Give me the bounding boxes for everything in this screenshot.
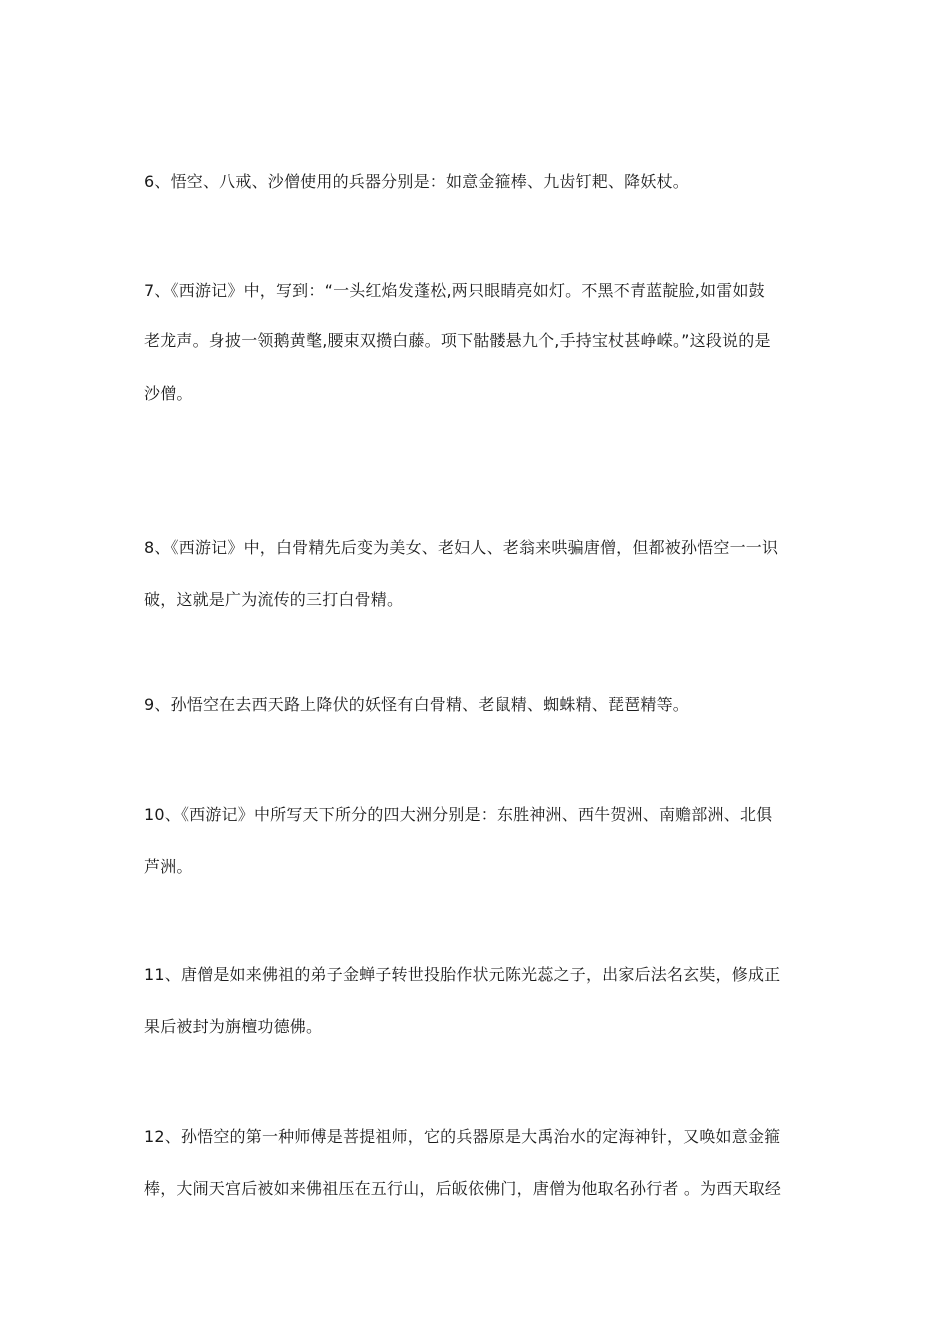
- item-10-line-2: 芦洲。: [144, 857, 193, 876]
- item-7-line-1: 7、《西游记》中，写到：“一头红焰发蓬松,两只眼睛亮如灯。不黑不青蓝靛脸,如雷如鼓: [144, 281, 765, 300]
- item-11-line-2: 果后被封为旃檀功德佛。: [144, 1017, 323, 1036]
- item-6-line-1: 6、悟空、八戒、沙僧使用的兵器分别是：如意金箍棒、九齿钉耙、降妖杖。: [144, 172, 689, 191]
- item-11-line-1: 11、唐僧是如来佛祖的弟子金蝉子转世投胎作状元陈光蕊之子，出家后法名玄奘，修成正: [144, 965, 781, 984]
- item-8-line-1: 8、《西游记》中，白骨精先后变为美女、老妇人、老翁来哄骗唐僧，但都被孙悟空一一识: [144, 538, 779, 557]
- item-12-line-2: 棒，大闹天宫后被如来佛祖压在五行山，后皈依佛门，唐僧为他取名孙行者 。为西天取经: [144, 1179, 782, 1198]
- item-7-line-3: 沙僧。: [144, 384, 193, 403]
- item-10-line-1: 10、《西游记》中所写天下所分的四大洲分别是：东胜神洲、西牛贺洲、南赡部洲、北俱: [144, 805, 773, 824]
- item-7-line-2: 老龙声。身披一领鹅黄氅,腰束双攒白藤。项下骷髅悬九个,手持宝杖甚峥嵘。”这段说的是: [144, 331, 771, 350]
- item-8-line-2: 破，这就是广为流传的三打白骨精。: [144, 590, 404, 609]
- item-9-line-1: 9、孙悟空在去西天路上降伏的妖怪有白骨精、老鼠精、蜘蛛精、琵琶精等。: [144, 695, 689, 714]
- item-12-line-1: 12、孙悟空的第一种师傅是菩提祖师，它的兵器原是大禹治水的定海神针，又唤如意金箍: [144, 1127, 781, 1146]
